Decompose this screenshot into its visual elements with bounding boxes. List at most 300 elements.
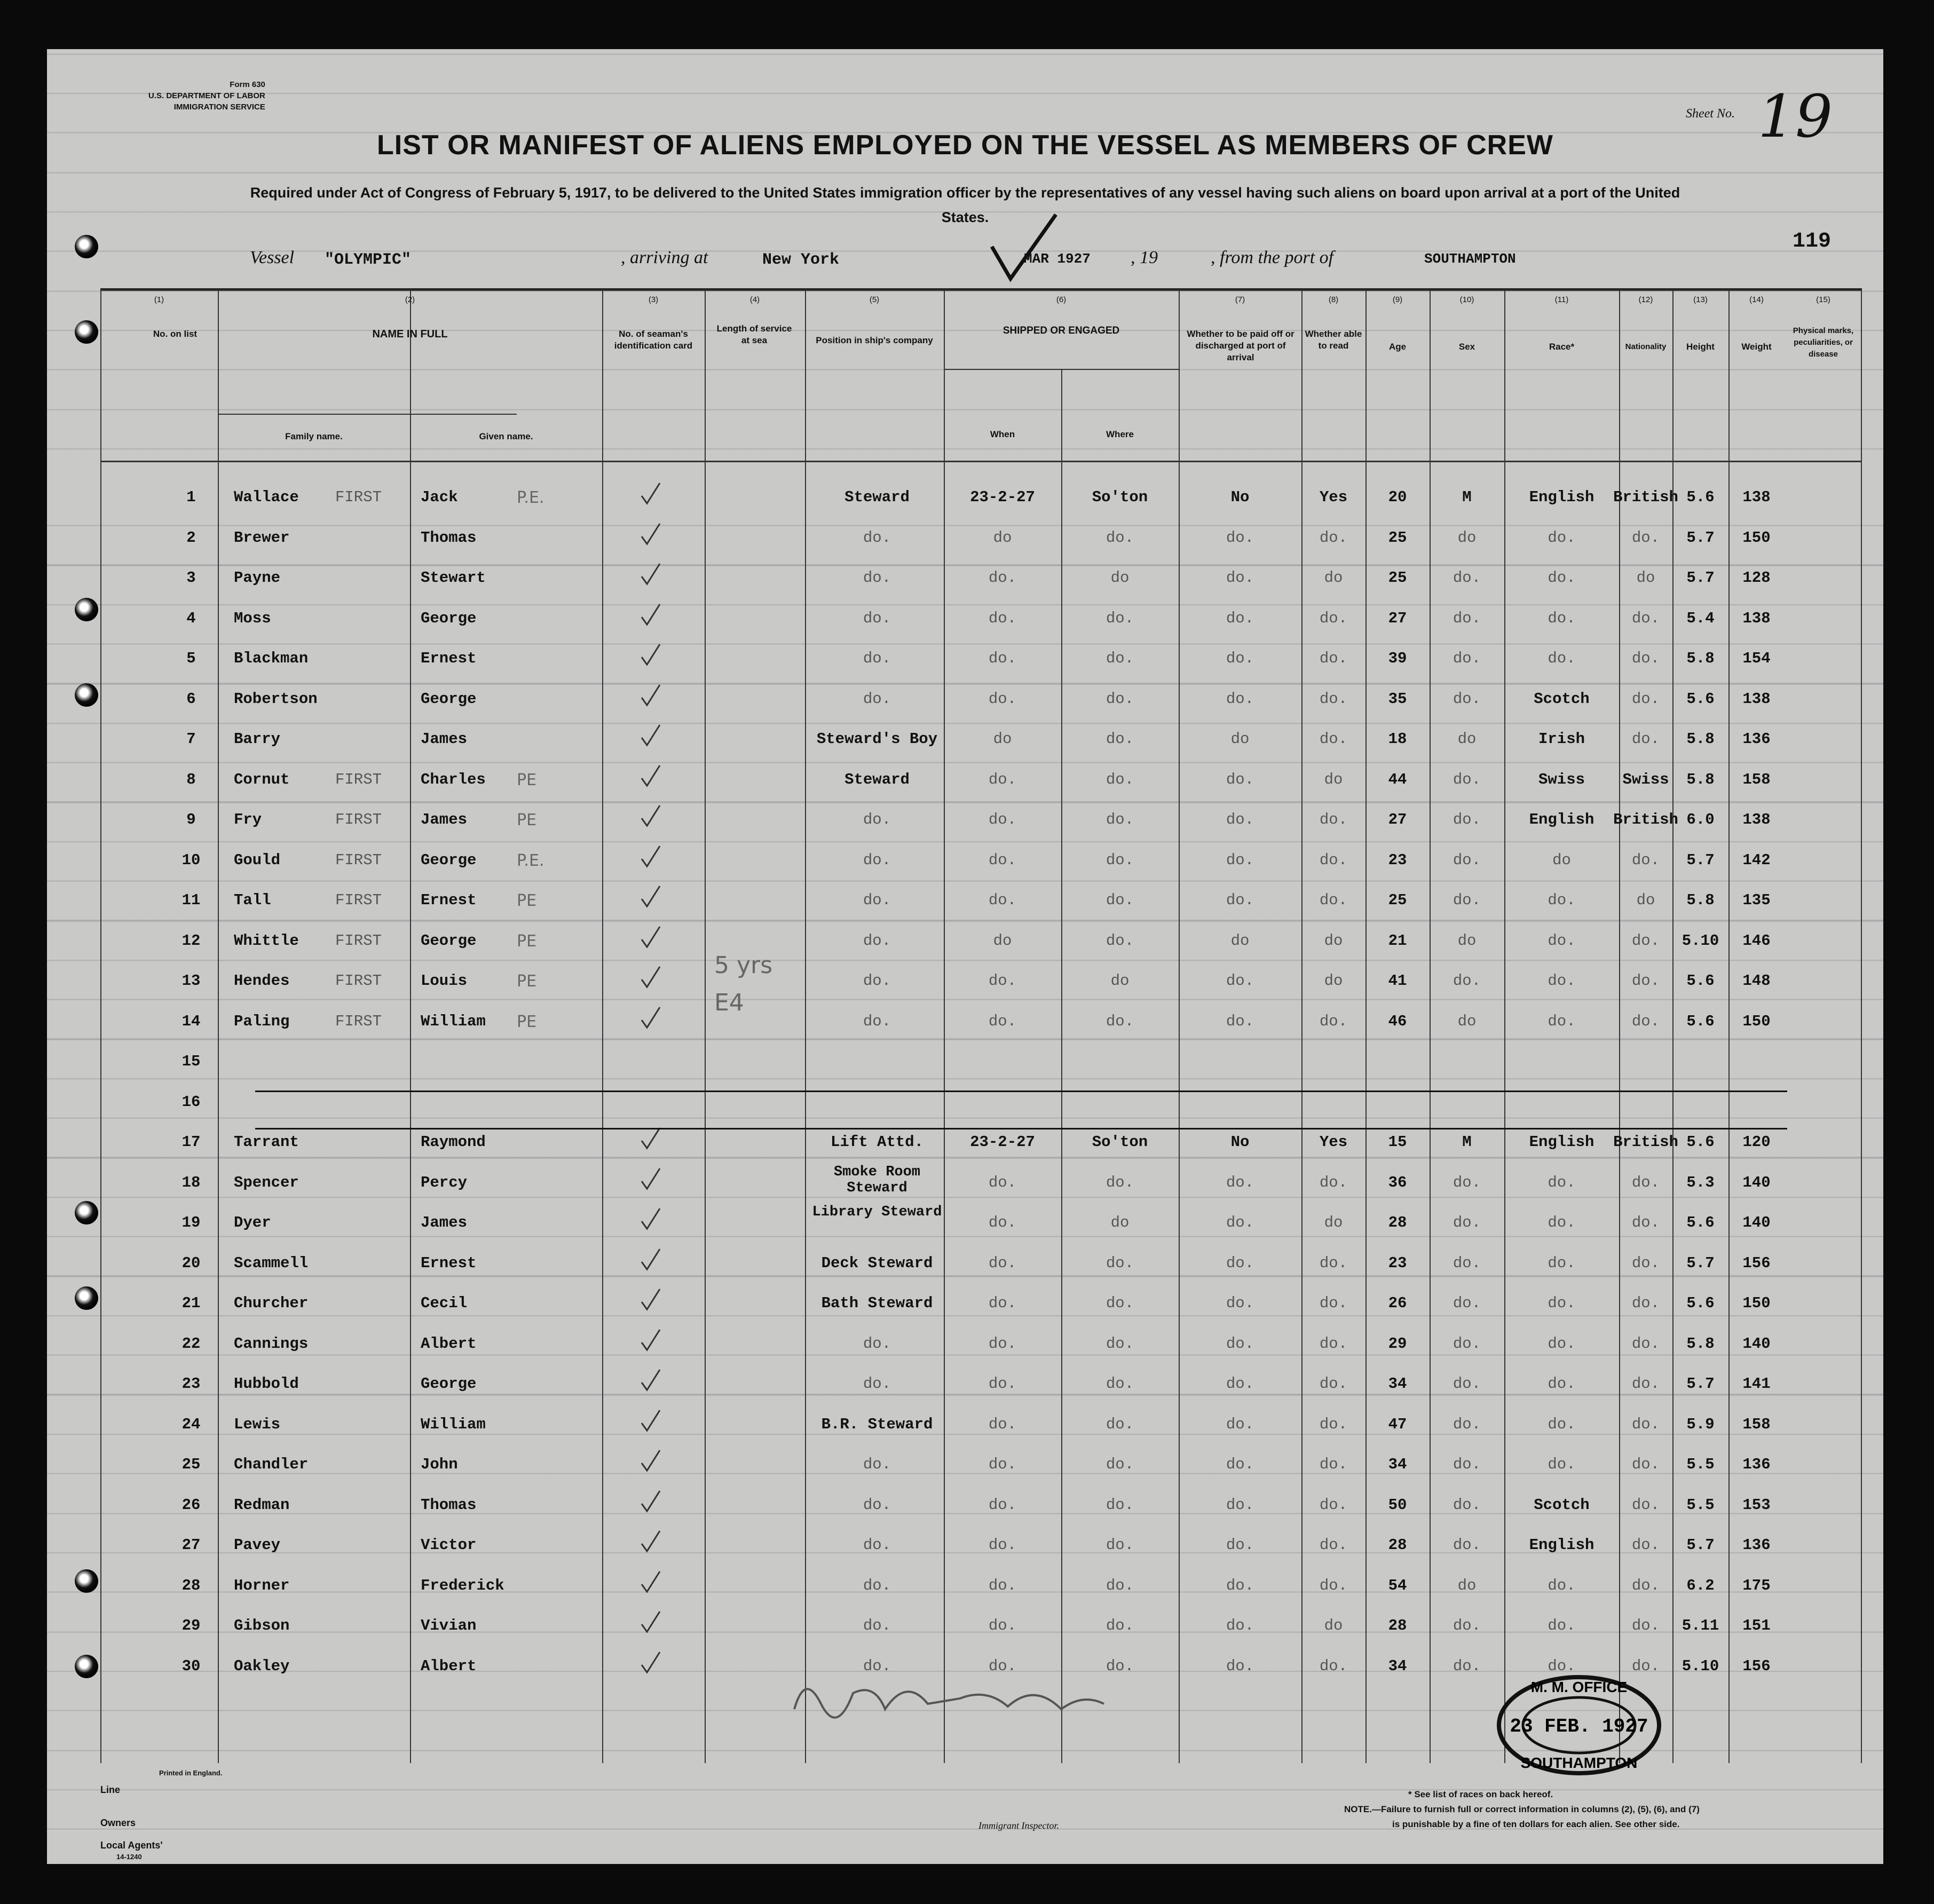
check-mark-icon bbox=[640, 965, 661, 989]
check-mark-icon bbox=[986, 209, 1061, 284]
family-name: Lewis bbox=[234, 1415, 281, 1433]
column-number: (8) bbox=[1328, 295, 1339, 304]
race: English bbox=[1529, 1133, 1594, 1151]
punch-hole bbox=[75, 1655, 98, 1678]
nationality: do. bbox=[1631, 851, 1660, 869]
family-name: Cannings bbox=[234, 1334, 309, 1353]
shipped-when: do. bbox=[988, 1456, 1017, 1473]
check-mark-icon bbox=[640, 642, 661, 667]
race: do. bbox=[1548, 1576, 1576, 1594]
able-to-read: do. bbox=[1319, 1375, 1348, 1393]
sex: do bbox=[1457, 528, 1477, 547]
header-paid-off: Whether to be paid off or discharged at port of arrival bbox=[1187, 329, 1294, 362]
age: 44 bbox=[1388, 770, 1407, 788]
nationality: do. bbox=[1631, 1415, 1660, 1433]
height: 5.5 bbox=[1686, 1496, 1715, 1514]
sex: do. bbox=[1453, 1456, 1481, 1473]
shipped-when: do. bbox=[988, 972, 1017, 990]
sex: do. bbox=[1453, 1496, 1481, 1514]
given-name: Stewart bbox=[421, 569, 486, 587]
column-number: (1) bbox=[154, 295, 164, 304]
weight: 138 bbox=[1742, 811, 1771, 828]
family-name: Cornut bbox=[234, 770, 290, 788]
paid-off: do. bbox=[1226, 650, 1254, 667]
header-where: Where bbox=[1106, 429, 1134, 439]
given-name: George bbox=[421, 609, 477, 627]
race: English bbox=[1529, 811, 1594, 828]
column-number: (5) bbox=[869, 295, 880, 304]
class-label: FIRST bbox=[335, 770, 382, 788]
race: do. bbox=[1548, 1415, 1576, 1433]
sex: do. bbox=[1453, 1657, 1481, 1675]
family-name: Barry bbox=[234, 730, 281, 748]
form-code: 14-1240 bbox=[116, 1853, 142, 1861]
sex: do. bbox=[1453, 1375, 1481, 1393]
row-number: 16 bbox=[181, 1093, 201, 1111]
weight: 158 bbox=[1742, 770, 1771, 788]
weight: 150 bbox=[1742, 528, 1771, 547]
row-number: 14 bbox=[181, 1012, 201, 1030]
year-label: , 19 bbox=[1131, 248, 1158, 267]
header-given-name: Given name. bbox=[479, 431, 533, 441]
header-length-service: Length of service at sea bbox=[716, 323, 792, 345]
header-sex: Sex bbox=[1458, 342, 1475, 352]
weight: 156 bbox=[1742, 1657, 1771, 1675]
given-name: Victor bbox=[421, 1536, 477, 1554]
shipped-when: do. bbox=[988, 1375, 1017, 1393]
given-name: Louis bbox=[421, 972, 468, 990]
race: English bbox=[1529, 488, 1594, 506]
age: 28 bbox=[1388, 1536, 1407, 1554]
punch-hole bbox=[75, 1201, 98, 1224]
height: 5.10 bbox=[1682, 1657, 1719, 1675]
check-mark-icon bbox=[640, 1368, 661, 1392]
pe-annotation: PE bbox=[517, 1012, 537, 1031]
family-name: Spencer bbox=[234, 1173, 299, 1191]
sex: do bbox=[1457, 1576, 1477, 1594]
given-name: Ernest bbox=[421, 1254, 477, 1272]
position: do. bbox=[863, 851, 891, 869]
weight: 138 bbox=[1742, 488, 1771, 506]
shipped-when: do bbox=[993, 931, 1012, 950]
shipped-when: do. bbox=[988, 569, 1017, 587]
agents-label: Local Agents' bbox=[100, 1840, 163, 1851]
age: 26 bbox=[1388, 1294, 1407, 1312]
height: 5.7 bbox=[1686, 1536, 1715, 1554]
age: 28 bbox=[1388, 1617, 1407, 1634]
form-number: Form 630 bbox=[230, 80, 265, 89]
shipped-when: do. bbox=[988, 1214, 1017, 1231]
given-name: James bbox=[421, 1214, 468, 1231]
column-rule bbox=[1504, 290, 1505, 1763]
shipped-when: do. bbox=[988, 1294, 1017, 1312]
position: do. bbox=[863, 811, 891, 828]
column-rule bbox=[1301, 290, 1303, 1763]
age: 21 bbox=[1388, 931, 1407, 950]
header-seaman-card: No. of seaman's identification card bbox=[614, 329, 693, 351]
family-name: Hendes bbox=[234, 972, 290, 990]
able-to-read: do. bbox=[1319, 1657, 1348, 1675]
shipped-when: do. bbox=[988, 1415, 1017, 1433]
height: 5.7 bbox=[1686, 1254, 1715, 1272]
height: 5.7 bbox=[1686, 1375, 1715, 1393]
row-number: 8 bbox=[186, 770, 196, 788]
sex: do. bbox=[1453, 1173, 1481, 1191]
able-to-read: do. bbox=[1319, 1294, 1348, 1312]
check-mark-icon bbox=[640, 1166, 661, 1191]
shipped-where: do. bbox=[1106, 1012, 1134, 1030]
height: 5.6 bbox=[1686, 972, 1715, 990]
position: do. bbox=[863, 1536, 891, 1554]
sex: M bbox=[1462, 1133, 1472, 1151]
paid-off: do. bbox=[1226, 528, 1254, 547]
sex: do. bbox=[1453, 1334, 1481, 1353]
height: 5.3 bbox=[1686, 1173, 1715, 1191]
weight: 154 bbox=[1742, 650, 1771, 667]
nationality: do. bbox=[1631, 1294, 1660, 1312]
shipped-when: do. bbox=[988, 811, 1017, 828]
paid-off: do. bbox=[1226, 1294, 1254, 1312]
printed-in-england: Printed in England. bbox=[159, 1769, 223, 1777]
given-name: Frederick bbox=[421, 1576, 504, 1594]
paid-off: do. bbox=[1226, 1456, 1254, 1473]
able-to-read: do. bbox=[1319, 1254, 1348, 1272]
column-number: (15) bbox=[1816, 295, 1830, 304]
race: English bbox=[1529, 1536, 1594, 1554]
position: do. bbox=[863, 569, 891, 587]
owners-label: Owners bbox=[100, 1818, 136, 1828]
check-mark-icon bbox=[640, 602, 661, 627]
nationality: do. bbox=[1631, 1456, 1660, 1473]
paid-off: do. bbox=[1226, 690, 1254, 708]
height: 5.6 bbox=[1686, 1294, 1715, 1312]
family-name: Wallace bbox=[234, 488, 299, 506]
header-nationality: Nationality bbox=[1625, 342, 1667, 351]
paid-off: do. bbox=[1226, 1012, 1254, 1030]
age: 28 bbox=[1388, 1214, 1407, 1231]
age: 23 bbox=[1388, 1254, 1407, 1272]
manifest-sheet bbox=[47, 49, 1883, 1864]
race: Scotch bbox=[1534, 1496, 1590, 1514]
nationality: do bbox=[1636, 891, 1655, 909]
column-rule bbox=[1728, 290, 1730, 1763]
punch-hole bbox=[75, 235, 98, 258]
paid-off: do. bbox=[1226, 609, 1254, 627]
row-number: 25 bbox=[181, 1456, 201, 1473]
column-number: (9) bbox=[1392, 295, 1403, 304]
vessel-name: "OLYMPIC" bbox=[325, 251, 412, 269]
check-mark-icon bbox=[640, 1448, 661, 1473]
column-rule bbox=[705, 290, 706, 1763]
able-to-read: do. bbox=[1319, 609, 1348, 627]
weight: 135 bbox=[1742, 891, 1771, 909]
weight: 151 bbox=[1742, 1617, 1771, 1634]
nationality: do. bbox=[1631, 609, 1660, 627]
row-number: 23 bbox=[181, 1375, 201, 1393]
height: 5.9 bbox=[1686, 1415, 1715, 1433]
shipped-when: 23-2-27 bbox=[970, 1133, 1035, 1151]
column-rule bbox=[1365, 290, 1367, 1763]
row-number: 4 bbox=[186, 609, 196, 627]
given-name: Charles bbox=[421, 770, 486, 788]
race: do. bbox=[1548, 1456, 1576, 1473]
able-to-read: do bbox=[1324, 569, 1343, 587]
check-mark-icon bbox=[640, 1529, 661, 1553]
header-name-in-full: NAME IN FULL bbox=[372, 328, 448, 340]
service: IMMIGRATION SERVICE bbox=[173, 102, 265, 112]
weight: 153 bbox=[1742, 1496, 1771, 1514]
given-name: Albert bbox=[421, 1334, 477, 1353]
shipped-when: do. bbox=[988, 1536, 1017, 1554]
height: 5.6 bbox=[1686, 1012, 1715, 1030]
nationality: do bbox=[1636, 569, 1655, 587]
shipped-where: do bbox=[1110, 1214, 1130, 1231]
from-label: , from the port of bbox=[1211, 248, 1334, 267]
check-mark-icon bbox=[640, 522, 661, 546]
mm-office-stamp bbox=[1494, 1672, 1664, 1779]
table-rule bbox=[218, 414, 517, 415]
able-to-read: Yes bbox=[1319, 1133, 1348, 1151]
footer-note bbox=[1344, 1787, 1700, 1832]
check-mark-icon bbox=[640, 1408, 661, 1433]
position: do. bbox=[863, 1496, 891, 1514]
age: 35 bbox=[1388, 690, 1407, 708]
position: do. bbox=[863, 931, 891, 950]
sheet-label: Sheet No. bbox=[1686, 107, 1735, 121]
weight: 140 bbox=[1742, 1214, 1771, 1231]
able-to-read: do. bbox=[1319, 811, 1348, 828]
punch-hole bbox=[75, 320, 98, 344]
family-name: Pavey bbox=[234, 1536, 281, 1554]
position: Smoke Room Steward bbox=[833, 1164, 921, 1196]
nationality: do. bbox=[1631, 730, 1660, 748]
shipped-when: do. bbox=[988, 1657, 1017, 1675]
sex: do. bbox=[1453, 1617, 1481, 1634]
weight: 150 bbox=[1742, 1294, 1771, 1312]
able-to-read: do. bbox=[1319, 650, 1348, 667]
check-mark-icon bbox=[640, 562, 661, 586]
column-number: (14) bbox=[1749, 295, 1764, 304]
height: 6.0 bbox=[1686, 811, 1715, 828]
shipped-where: do. bbox=[1106, 1657, 1134, 1675]
shipped-when: do. bbox=[988, 609, 1017, 627]
shipped-when: do. bbox=[988, 1173, 1017, 1191]
shipped-where: do bbox=[1110, 972, 1130, 990]
nationality: do. bbox=[1631, 1576, 1660, 1594]
race: do. bbox=[1548, 609, 1576, 627]
check-mark-icon bbox=[640, 763, 661, 788]
sex: do. bbox=[1453, 609, 1481, 627]
column-rule bbox=[410, 290, 411, 1763]
sex: do. bbox=[1453, 1254, 1481, 1272]
position: Steward bbox=[844, 488, 910, 506]
shipped-when: do. bbox=[988, 1012, 1017, 1030]
family-name: Gibson bbox=[234, 1617, 290, 1634]
paid-off: No bbox=[1230, 488, 1250, 506]
paid-off: do bbox=[1230, 931, 1250, 950]
weight: 140 bbox=[1742, 1173, 1771, 1191]
family-name: Paling bbox=[234, 1012, 290, 1030]
race: Scotch bbox=[1534, 690, 1590, 708]
table-divider-rule bbox=[255, 1091, 1787, 1092]
column-rule bbox=[1179, 290, 1180, 1763]
row-number: 6 bbox=[186, 690, 196, 708]
shipped-where: do. bbox=[1106, 650, 1134, 667]
shipped-when: do bbox=[993, 528, 1012, 547]
height: 5.11 bbox=[1682, 1617, 1719, 1634]
shipped-when: do bbox=[993, 730, 1012, 748]
shipped-where: do. bbox=[1106, 1456, 1134, 1473]
sex: do. bbox=[1453, 1415, 1481, 1433]
age: 23 bbox=[1388, 851, 1407, 869]
row-number: 28 bbox=[181, 1576, 201, 1594]
header-age: Age bbox=[1388, 342, 1407, 352]
row-number: 15 bbox=[181, 1053, 201, 1070]
check-mark-icon bbox=[640, 1005, 661, 1030]
immigrant-inspector-label: Immigrant Inspector. bbox=[978, 1820, 1059, 1831]
footer-fields bbox=[100, 1773, 163, 1863]
shipped-where: do. bbox=[1106, 811, 1134, 828]
header-no-on-list: No. on list bbox=[153, 329, 198, 339]
age: 25 bbox=[1388, 528, 1407, 547]
weight: 146 bbox=[1742, 931, 1771, 950]
height: 5.8 bbox=[1686, 1334, 1715, 1353]
header-race: Race* bbox=[1549, 342, 1575, 352]
pe-annotation: PE bbox=[517, 931, 537, 951]
length-annotation: E4 bbox=[714, 989, 744, 1016]
race: Irish bbox=[1538, 730, 1585, 748]
nationality: do. bbox=[1631, 1214, 1660, 1231]
check-mark-icon bbox=[640, 844, 661, 868]
column-number: (7) bbox=[1235, 295, 1245, 304]
shipped-when: do. bbox=[988, 1254, 1017, 1272]
able-to-read: do bbox=[1324, 1214, 1343, 1231]
paid-off: do. bbox=[1226, 1415, 1254, 1433]
row-number: 17 bbox=[181, 1133, 201, 1151]
able-to-read: do. bbox=[1319, 528, 1348, 547]
inspector-signature bbox=[784, 1661, 1115, 1731]
height: 6.2 bbox=[1686, 1576, 1715, 1594]
column-rule bbox=[1061, 369, 1062, 1763]
age: 34 bbox=[1388, 1456, 1407, 1473]
given-name: Raymond bbox=[421, 1133, 486, 1151]
column-number: (13) bbox=[1693, 295, 1708, 304]
shipped-where: do. bbox=[1106, 690, 1134, 708]
arriving-label: , arriving at bbox=[621, 248, 708, 267]
races-note: * See list of races on back hereof. bbox=[1408, 1789, 1553, 1799]
shipped-when: do. bbox=[988, 1334, 1017, 1353]
column-number: (12) bbox=[1638, 295, 1653, 304]
row-number: 18 bbox=[181, 1173, 201, 1191]
position: do. bbox=[863, 1375, 891, 1393]
check-mark-icon bbox=[640, 1287, 661, 1312]
paid-off: do. bbox=[1226, 1657, 1254, 1675]
sex: do. bbox=[1453, 1294, 1481, 1312]
row-number: 7 bbox=[186, 730, 196, 748]
column-rule bbox=[1861, 290, 1862, 1763]
column-number: (2) bbox=[405, 295, 415, 304]
shipped-where: do. bbox=[1106, 770, 1134, 788]
shipped-where: do. bbox=[1106, 1294, 1134, 1312]
line-label: Line bbox=[100, 1784, 121, 1795]
height: 5.6 bbox=[1686, 1214, 1715, 1231]
race: do. bbox=[1548, 1254, 1576, 1272]
shipped-when: do. bbox=[988, 1617, 1017, 1634]
able-to-read: do. bbox=[1319, 1496, 1348, 1514]
length-annotation: 5 yrs bbox=[714, 952, 773, 979]
given-name: Percy bbox=[421, 1173, 468, 1191]
penalty-note: NOTE.—Failure to furnish full or correct information in columns (2), (5), (6), and (7) bbox=[1344, 1804, 1700, 1814]
pe-annotation: PE bbox=[517, 972, 537, 991]
pe-annotation: PE bbox=[517, 891, 537, 910]
position: do. bbox=[863, 972, 891, 990]
age: 39 bbox=[1388, 650, 1407, 667]
paid-off: do. bbox=[1226, 1214, 1254, 1231]
race: do. bbox=[1548, 650, 1576, 667]
given-name: George bbox=[421, 851, 477, 869]
able-to-read: do. bbox=[1319, 730, 1348, 748]
able-to-read: do. bbox=[1319, 1415, 1348, 1433]
race: do. bbox=[1548, 528, 1576, 547]
race: do. bbox=[1548, 1012, 1576, 1030]
able-to-read: do. bbox=[1319, 1173, 1348, 1191]
family-name: Gould bbox=[234, 851, 281, 869]
check-mark-icon bbox=[640, 1328, 661, 1352]
position: do. bbox=[863, 609, 891, 627]
position: do. bbox=[863, 1456, 891, 1473]
family-name: Tall bbox=[234, 891, 271, 909]
row-number: 22 bbox=[181, 1334, 201, 1353]
weight: 156 bbox=[1742, 1254, 1771, 1272]
nationality: do. bbox=[1631, 972, 1660, 990]
form-header-block bbox=[148, 79, 265, 113]
position: Bath Steward bbox=[821, 1294, 933, 1312]
row-number: 20 bbox=[181, 1254, 201, 1272]
shipped-when: do. bbox=[988, 1576, 1017, 1594]
nationality: do. bbox=[1631, 528, 1660, 547]
paid-off: do. bbox=[1226, 972, 1254, 990]
able-to-read: do bbox=[1324, 931, 1343, 950]
shipped-where: do. bbox=[1106, 1496, 1134, 1514]
class-label: FIRST bbox=[335, 811, 382, 828]
family-name: Hubbold bbox=[234, 1375, 299, 1393]
nationality: do. bbox=[1631, 1375, 1660, 1393]
nationality: British bbox=[1613, 811, 1678, 828]
height: 5.6 bbox=[1686, 1133, 1715, 1151]
height: 5.10 bbox=[1682, 931, 1719, 950]
position: Deck Steward bbox=[821, 1254, 933, 1272]
family-name: Dyer bbox=[234, 1214, 271, 1231]
stamp-bottom: SOUTHAMPTON bbox=[1520, 1755, 1638, 1771]
row-number: 21 bbox=[181, 1294, 201, 1312]
nationality: Swiss bbox=[1622, 770, 1669, 788]
position: Steward bbox=[844, 770, 910, 788]
shipped-where: do. bbox=[1106, 1334, 1134, 1353]
position: Library Steward bbox=[812, 1204, 942, 1220]
age: 36 bbox=[1388, 1173, 1407, 1191]
nationality: do. bbox=[1631, 1254, 1660, 1272]
weight: 136 bbox=[1742, 1536, 1771, 1554]
class-label: FIRST bbox=[335, 851, 382, 869]
age: 27 bbox=[1388, 609, 1407, 627]
shipped-where: do. bbox=[1106, 931, 1134, 950]
race: do. bbox=[1548, 972, 1576, 990]
stamp-top: M. M. OFFICE bbox=[1530, 1679, 1628, 1695]
check-mark-icon bbox=[640, 1609, 661, 1634]
age: 20 bbox=[1388, 488, 1407, 506]
page-title: LIST OR MANIFEST OF ALIENS EMPLOYED ON THE VESSEL AS MEMBERS OF CREW bbox=[377, 130, 1553, 161]
family-name: Fry bbox=[234, 811, 262, 828]
